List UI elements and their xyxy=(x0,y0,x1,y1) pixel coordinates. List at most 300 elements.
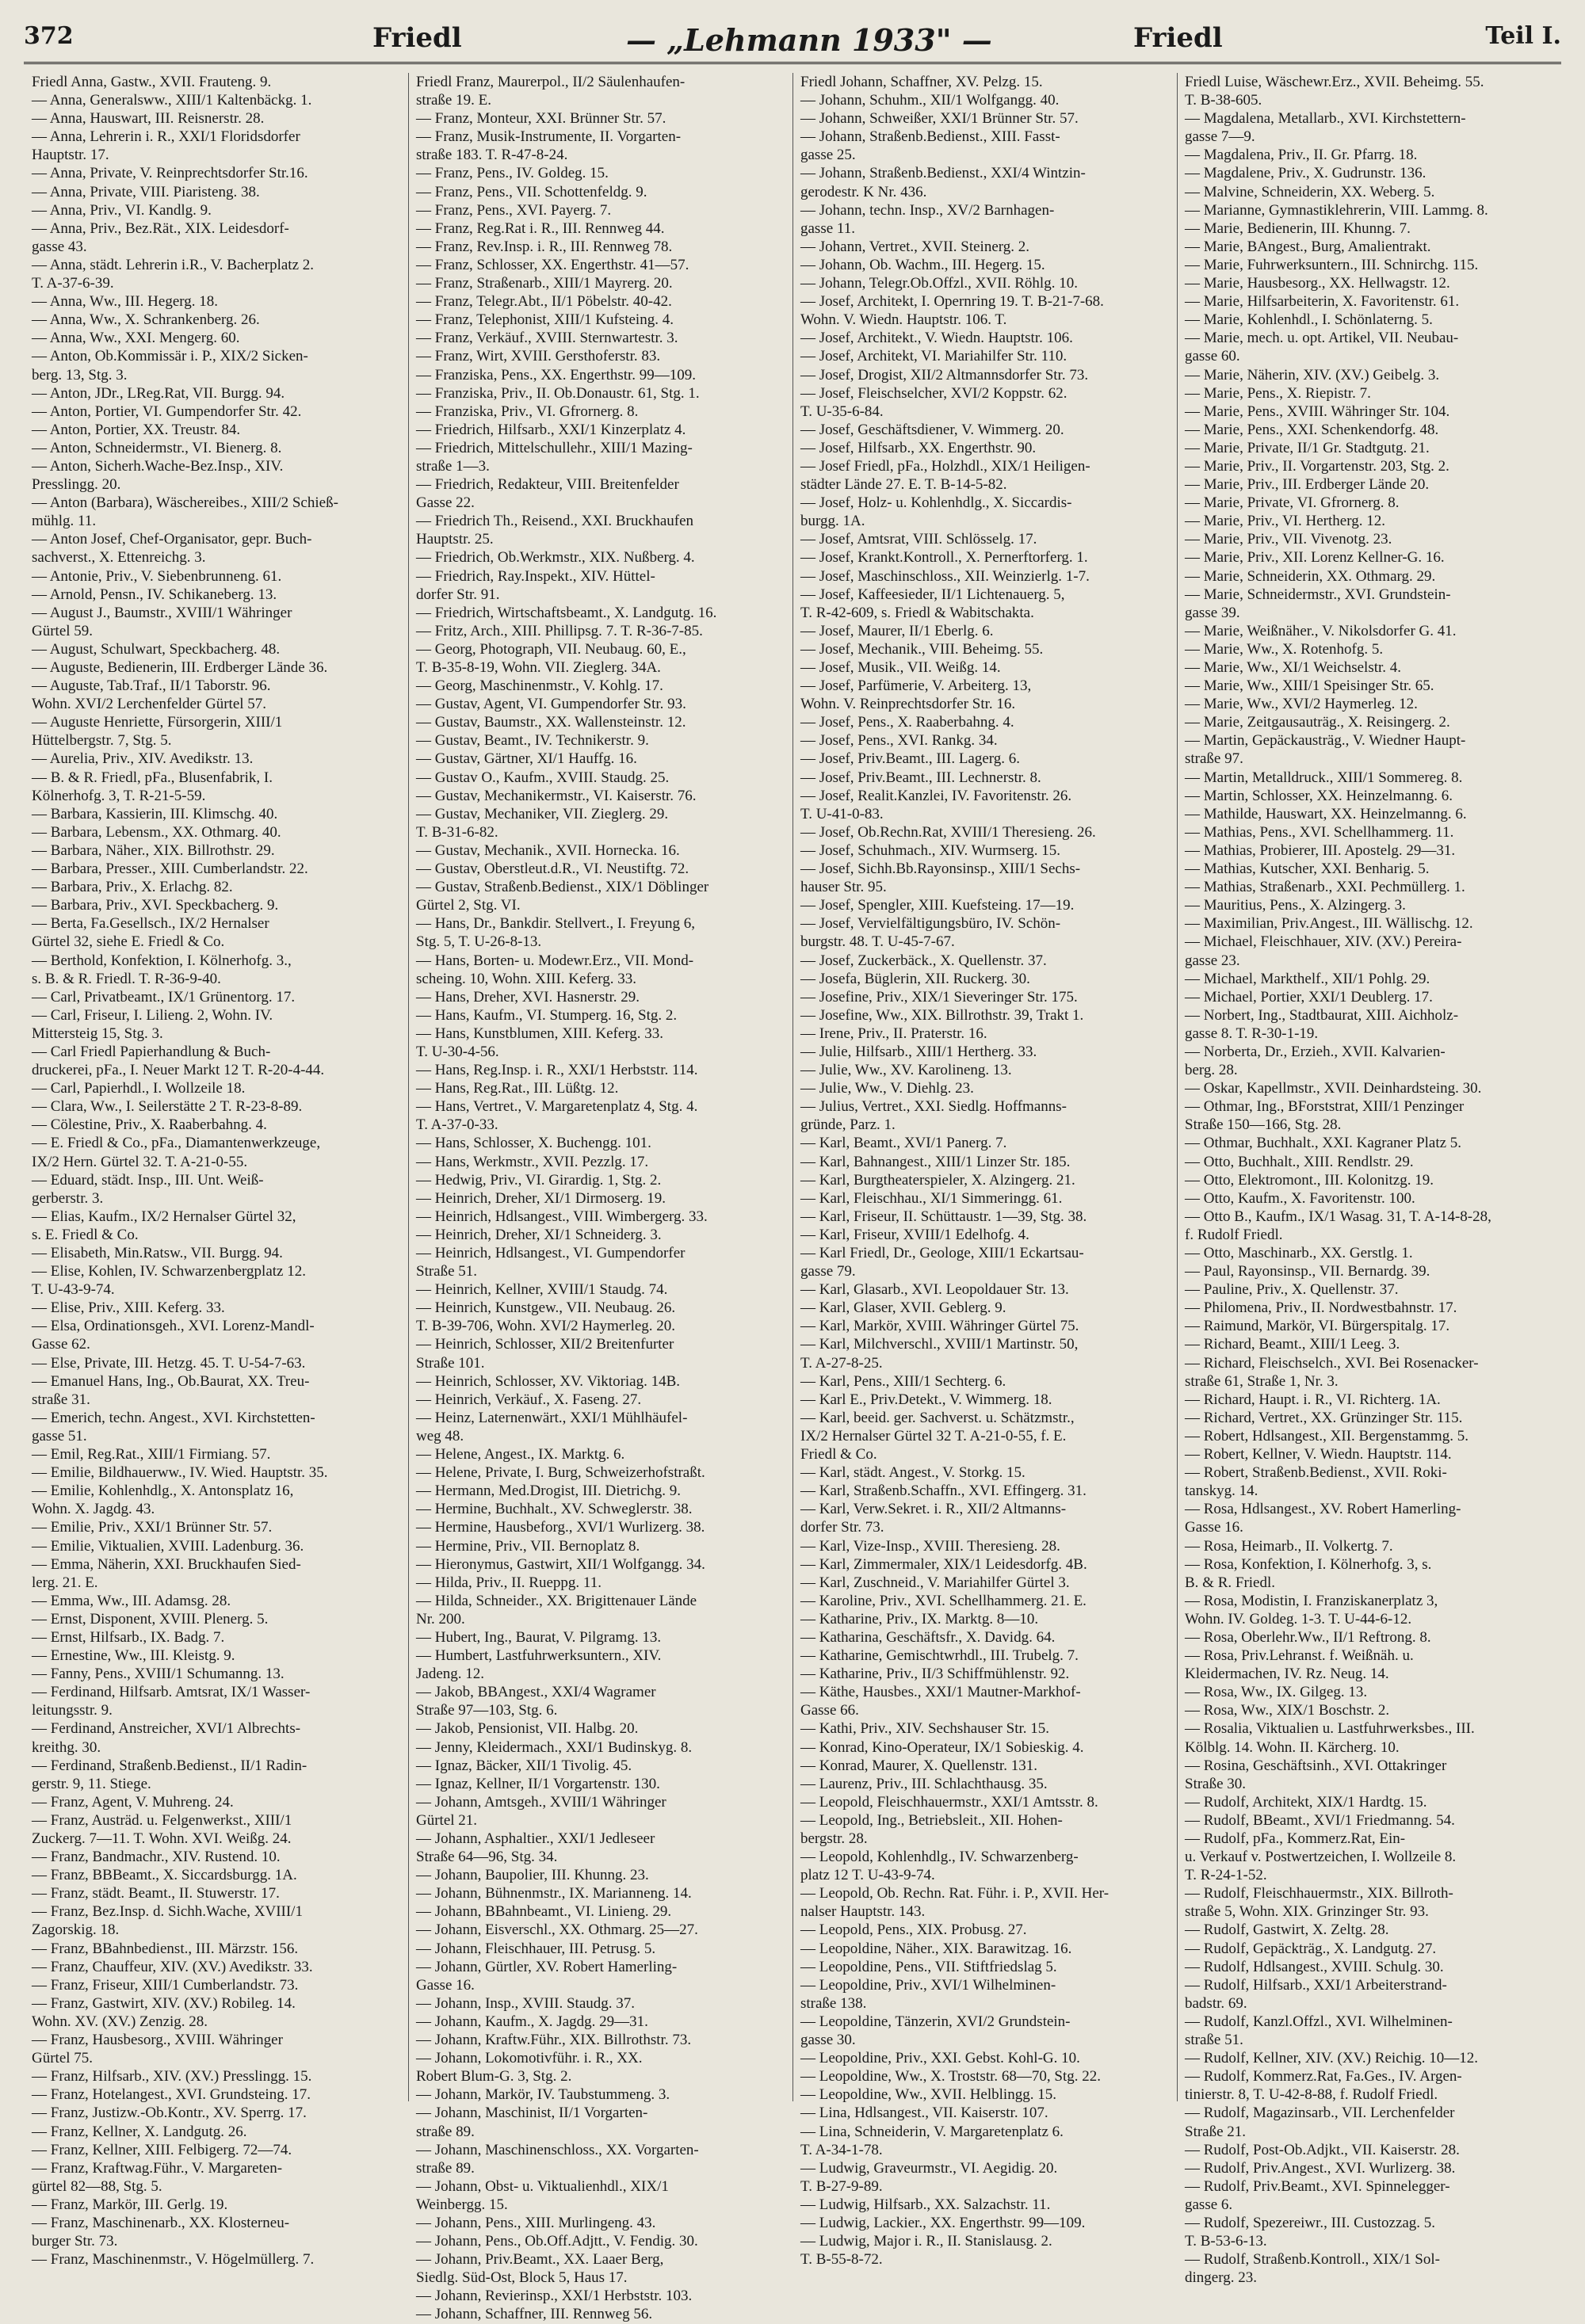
directory-entry: — Johann, Revierinsp., XXI/1 Herbststr. 103. xyxy=(416,2288,693,2305)
directory-entry: — Marie, Pens., XXI. Schenkendorfg. 48. xyxy=(1185,421,1439,438)
directory-entry: — Rudolf, Architekt, XIX/1 Hardtg. 15. xyxy=(1185,1793,1427,1811)
directory-entry: — Karl, Beamt., XVI/1 Panerg. 7. xyxy=(800,1135,1007,1152)
directory-entry: — Othmar, Buchhalt., XXI. Kagraner Platz 5. xyxy=(1185,1135,1462,1152)
directory-entry: — Emilie, Viktualien, XVIII. Ladenburg. 36. xyxy=(32,1537,304,1555)
directory-entry: — Johann, BBahnbeamt., VI. Linieng. 29. xyxy=(416,1903,672,1921)
directory-entry: — Johann, Eisverschl., XX. Othmarg. 25—27. xyxy=(416,1921,698,1939)
directory-entry: — Johann, Amtsgeh., XVIII/1 Währinger xyxy=(416,1793,666,1811)
directory-entry: — Barbara, Presser., XIII. Cumberlandstr. 22. xyxy=(32,861,308,878)
directory-entry: — Franz, Kellner, X. Landgutg. 26. xyxy=(32,2123,247,2140)
directory-entry: — Heinrich, Kunstgew., VII. Neubaug. 26. xyxy=(416,1299,676,1317)
directory-entry: — Johann, techn. Insp., XV/2 Barnhagen- xyxy=(800,201,1055,219)
directory-entry: — Anton Josef, Chef-Organisator, gepr. Buch- xyxy=(32,531,312,548)
directory-entry: — Anna, Private, V. Reinprechtsdorfer Str.16. xyxy=(32,165,308,182)
directory-entry: — Johann, Lokomotivführ. i. R., XX. xyxy=(416,2050,643,2067)
directory-entry: — Gustav, Baumstr., XX. Wallensteinstr. 12. xyxy=(416,714,686,731)
directory-entry: straße 138. xyxy=(800,1994,867,2012)
directory-entry: — Martin, Gepäckausträg., V. Wiedner Haupt- xyxy=(1185,732,1466,750)
directory-entry: — Magdalena, Priv., II. Gr. Pfarrg. 18. xyxy=(1185,147,1418,164)
directory-entry: — Elsa, Ordinationsgeh., XVI. Lorenz-Mandl- xyxy=(32,1318,315,1335)
directory-entry: — Johann, Obst- u. Viktualienhdl., XIX/1 xyxy=(416,2177,669,2195)
directory-entry: — Marie, BAngest., Burg, Amalientrakt. xyxy=(1185,238,1431,255)
directory-entry: — Marie, Priv., VII. Vivenotg. 23. xyxy=(1185,531,1392,548)
directory-entry: — Josefine, Priv., XIX/1 Sieveringer Str. 175. xyxy=(800,988,1078,1006)
directory-entry: — Johann, Schuhm., XII/1 Wolfgangg. 40. xyxy=(800,92,1060,109)
directory-entry: — Marie, Ww., XI/1 Weichselstr. 4. xyxy=(1185,659,1402,676)
directory-entry: — Rosa, Konfektion, I. Kölnerhofg. 3, s. xyxy=(1185,1555,1432,1573)
column-divider xyxy=(1177,73,1178,2101)
directory-entry: — Karl, Glaser, XVII. Geblerg. 9. xyxy=(800,1299,1006,1317)
directory-entry: — Hans, Vertret., V. Margaretenplatz 4, Stg. 4. xyxy=(416,1098,698,1116)
directory-entry: — Heinrich, Schlosser, XII/2 Breitenfurter xyxy=(416,1336,674,1353)
directory-column-2 xyxy=(416,73,787,2323)
directory-entry: dorfer Str. 91. xyxy=(416,586,500,603)
directory-entry: u. Verkauf v. Postwertzeichen, I. Wollzeile 8. xyxy=(1185,1849,1457,1866)
directory-entry: — Robert, Hdlsangest., XII. Bergenstammg. 5. xyxy=(1185,1427,1469,1444)
directory-entry: — Franz, Telephonist, XIII/1 Kufsteing. 4. xyxy=(416,311,674,329)
directory-entry: — Josef, Maschinschloss., XII. Weinzierlg. 1-7. xyxy=(800,567,1090,585)
directory-entry: — Else, Private, III. Hetzg. 45. T. U-54-7-63. xyxy=(32,1354,306,1372)
directory-entry: — Marianne, Gymnastiklehrerin, VIII. Lammg. 8. xyxy=(1185,201,1488,219)
directory-entry: — Ignaz, Kellner, II/1 Vorgartenstr. 130. xyxy=(416,1775,660,1792)
directory-entry: — Arnold, Pensn., IV. Schikaneberg. 13. xyxy=(32,586,277,603)
directory-entry: burger Str. 73. xyxy=(32,2233,118,2250)
directory-entry: T. U-35-6-84. xyxy=(800,403,884,420)
directory-entry: — Kathi, Priv., XIV. Sechshauser Str. 15. xyxy=(800,1720,1050,1738)
directory-entry: dorfer Str. 73. xyxy=(800,1519,884,1536)
column-divider xyxy=(408,73,409,2101)
directory-entry: — Leopoldine, Priv., XXI. Gebst. Kohl-G. 10. xyxy=(800,2050,1080,2067)
directory-entry: straße 89. xyxy=(416,2123,475,2140)
directory-entry: — Johann, Maschinenschloss., XX. Vorgarten- xyxy=(416,2141,699,2158)
directory-entry: — Franz, Kellner, XIII. Felbigerg. 72—74. xyxy=(32,2141,292,2158)
directory-entry: — Gustav, Beamt., IV. Technikerstr. 9. xyxy=(416,732,649,750)
directory-entry: — Franz, BBBeamt., X. Siccardsburgg. 1A. xyxy=(32,1867,297,1884)
directory-entry: — Rudolf, Straßenb.Kontroll., XIX/1 Sol- xyxy=(1185,2251,1440,2269)
directory-entry: — Elias, Kaufm., IX/2 Hernalser Gürtel 32, xyxy=(32,1208,296,1225)
directory-entry: — Anna, Ww., XXI. Mengerg. 60. xyxy=(32,330,240,347)
directory-entry: Gürtel 21. xyxy=(416,1811,478,1829)
directory-entry: Straße 64—96, Stg. 34. xyxy=(416,1849,558,1866)
directory-entry: berg. 28. xyxy=(1185,1062,1238,1079)
directory-entry: Nr. 200. xyxy=(416,1610,465,1628)
directory-entry: berg. 13, Stg. 3. xyxy=(32,366,128,384)
directory-entry: hauser Str. 95. xyxy=(800,879,887,896)
directory-entry: — Rosa, Priv.Lehranst. f. Weißnäh. u. xyxy=(1185,1647,1414,1665)
directory-entry: — Helene, Private, I. Burg, Schweizerhofstraßt. xyxy=(416,1464,705,1482)
directory-entry: Kölnerhofg. 3, T. R-21-5-59. xyxy=(32,787,206,804)
directory-entry: gürtel 82—88, Stg. 5. xyxy=(32,2177,162,2195)
directory-entry: — Leopoldine, Tänzerin, XVI/2 Grundstein- xyxy=(800,2013,1071,2030)
directory-entry: — Anton, Portier, XX. Treustr. 84. xyxy=(32,421,241,438)
directory-entry: — Karl, Markör, XVIII. Währinger Gürtel 75. xyxy=(800,1318,1079,1335)
directory-entry: — Franz, Straßenarb., XIII/1 Mayrerg. 20. xyxy=(416,275,673,292)
directory-entry: — Gustav, Oberstleut.d.R., VI. Neustiftg. 72. xyxy=(416,861,689,878)
directory-entry: — Johann, Kaufm., X. Jagdg. 29—31. xyxy=(416,2013,648,2030)
directory-entry: Straße 150—166, Stg. 28. xyxy=(1185,1116,1342,1134)
directory-entry: — Richard, Vertret., XX. Grünzinger Str. 115. xyxy=(1185,1409,1463,1426)
directory-entry: — Ludwig, Lackier., XX. Engerthstr. 99—109. xyxy=(800,2214,1086,2231)
directory-entry: — Emma, Näherin, XXI. Bruckhaufen Sied- xyxy=(32,1555,301,1573)
running-head-left: Friedl xyxy=(372,22,462,54)
directory-entry: — Marie, Priv., II. Vorgartenstr. 203, Stg. 2. xyxy=(1185,457,1449,475)
directory-entry: — Franz, Friseur, XIII/1 Cumberlandstr. 73. xyxy=(32,1976,299,1994)
directory-entry: — Johann, Insp., XVIII. Staudg. 37. xyxy=(416,1994,636,2012)
directory-entry: — Rosa, Ww., XIX/1 Boschstr. 2. xyxy=(1185,1702,1390,1719)
directory-entry: — Hans, Borten- u. Modewr.Erz., VII. Mond- xyxy=(416,952,694,969)
directory-entry: — Rudolf, Hdlsangest., XVIII. Schulg. 30. xyxy=(1185,1958,1444,1975)
directory-entry: — Katharina, Geschäftsfr., X. Davidg. 64. xyxy=(800,1628,1056,1646)
directory-entry: — Marie, Hausbesorg., XX. Hellwagstr. 12. xyxy=(1185,275,1450,292)
directory-entry: Wohn. V. Wiedn. Hauptstr. 106. T. xyxy=(800,311,1007,329)
directory-entry: — Käthe, Hausbes., XXI/1 Mautner-Markhof- xyxy=(800,1684,1081,1701)
directory-entry: — Gustav, Mechanikermstr., VI. Kaiserstr. 76. xyxy=(416,787,697,804)
directory-entry: — Humbert, Lastfuhrwerksuntern., XIV. xyxy=(416,1647,662,1665)
directory-entry: platz 12 T. U-43-9-74. xyxy=(800,1867,935,1884)
directory-entry: Gasse 62. xyxy=(32,1336,90,1353)
directory-entry: — Hedwig, Priv., VI. Girardig. 1, Stg. 2. xyxy=(416,1171,662,1189)
directory-entry: — Clara, Ww., I. Seilerstätte 2 T. R-23-8-89. xyxy=(32,1098,303,1116)
directory-entry: Kölblg. 14. Wohn. II. Kärcherg. 10. xyxy=(1185,1738,1400,1756)
directory-entry: — Josef, Priv.Beamt., III. Lagerg. 6. xyxy=(800,750,1021,768)
directory-entry: — Ernst, Hilfsarb., IX. Badg. 7. xyxy=(32,1628,225,1646)
directory-entry: — Cölestine, Priv., X. Raaberbahng. 4. xyxy=(32,1116,267,1134)
directory-entry: — Emanuel Hans, Ing., Ob.Baurat, XX. Treu- xyxy=(32,1372,310,1390)
directory-entry: — Lina, Hdlsangest., VII. Kaiserstr. 107. xyxy=(800,2105,1048,2122)
directory-entry: — Josefa, Büglerin, XII. Ruckerg. 30. xyxy=(800,970,1030,987)
directory-entry: — Martin, Schlosser, XX. Heinzelmanng. 6. xyxy=(1185,787,1453,804)
directory-entry: — Josef, Zuckerbäck., X. Quellenstr. 37. xyxy=(800,952,1047,969)
directory-entry: — Heinrich, Dreher, XI/1 Schneiderg. 3. xyxy=(416,1226,662,1243)
directory-entry: T. A-34-1-78. xyxy=(800,2141,883,2158)
directory-entry: — Rosina, Geschäftsinh., XVI. Ottakringer xyxy=(1185,1757,1447,1774)
directory-entry: — Franz, Hausbesorg., XVIII. Währinger xyxy=(32,2032,283,2049)
directory-entry: — Leopoldine, Näher., XIX. Barawitzag. 16. xyxy=(800,1940,1072,1957)
directory-entry: — Marie, Priv., XII. Lorenz Kellner-G. 16. xyxy=(1185,549,1445,567)
directory-entry: — Mathias, Pens., XVI. Schellhammerg. 11. xyxy=(1185,823,1454,841)
directory-entry: — Marie, Näherin, XIV. (XV.) Geibelg. 3. xyxy=(1185,366,1440,384)
directory-entry: — Johann, Maschinist, II/1 Vorgarten- xyxy=(416,2105,648,2122)
directory-entry: gerstr. 9, 11. Stiege. xyxy=(32,1775,151,1792)
directory-entry: — Otto, Maschinarb., XX. Gerstlg. 1. xyxy=(1185,1245,1413,1261)
directory-entry: — Hermine, Buchhalt., XV. Schweglerstr. 38. xyxy=(416,1501,693,1518)
directory-entry: — Leopold, Ob. Rechn. Rat. Führ. i. P., XVII. Her- xyxy=(800,1885,1110,1902)
directory-entry: — Anna, städt. Lehrerin i.R., V. Bacherplatz 2. xyxy=(32,256,314,273)
directory-entry: Stg. 5, T. U-26-8-13. xyxy=(416,933,542,951)
directory-entry: — Rudolf, Priv.Angest., XVI. Wurlizerg. 38. xyxy=(1185,2159,1456,2177)
directory-entry: — Anton (Barbara), Wäschereibes., XIII/2 Schieß- xyxy=(32,494,338,512)
directory-entry: T. B-39-706, Wohn. XVI/2 Haymerleg. 20. xyxy=(416,1318,676,1335)
directory-entry: — Friedrich, Hilfsarb., XXI/1 Kinzerplatz 4. xyxy=(416,421,686,438)
directory-entry: gasse 8. T. R-30-1-19. xyxy=(1185,1025,1319,1042)
directory-entry: — Franz, Agent, V. Muhreng. 24. xyxy=(32,1793,234,1811)
directory-entry: dingerg. 23. xyxy=(1185,2269,1257,2287)
directory-entry: — Rudolf, Kellner, XIV. (XV.) Reichig. 10—12. xyxy=(1185,2050,1479,2067)
directory-entry: — Franz, Gastwirt, XIV. (XV.) Robileg. 14. xyxy=(32,1994,296,2012)
directory-entry: — Franz, Hotelangest., XVI. Grundsteing. 17. xyxy=(32,2086,311,2104)
directory-entry: — Leopoldine, Pens., VII. Stiftfriedslag 5. xyxy=(800,1958,1057,1975)
directory-entry: — Josef, Amtsrat, VIII. Schlösselg. 17. xyxy=(800,531,1037,548)
directory-entry: gerberstr. 3. xyxy=(32,1189,104,1207)
directory-column-3 xyxy=(800,73,1171,2269)
directory-entry: — Karl, Fleischhau., XI/1 Simmeringg. 61. xyxy=(800,1189,1063,1207)
directory-entry: — Heinrich, Kellner, XVIII/1 Staudg. 74. xyxy=(416,1281,668,1299)
directory-entry: — Franz, Bez.Insp. d. Sichh.Wache, XVIII/1 xyxy=(32,1903,303,1921)
directory-entry: — Ludwig, Major i. R., II. Stanislausg. 2. xyxy=(800,2233,1052,2250)
directory-entry: T. B-35-8-19, Wohn. VII. Zieglerg. 34A. xyxy=(416,659,661,676)
directory-entry: Zagorskig. 18. xyxy=(32,1921,120,1939)
directory-entry: — Josef Friedl, pFa., Holzhdl., XIX/1 Heiligen- xyxy=(800,457,1090,475)
directory-entry: Zuckerg. 7—11. T. Wohn. XVI. Weißg. 24. xyxy=(32,1830,292,1847)
directory-column-1 xyxy=(32,73,403,2269)
directory-entry: — Hermann, Med.Drogist, III. Dietrichg. 9. xyxy=(416,1483,682,1500)
directory-column-4 xyxy=(1185,73,1556,2287)
directory-entry: — Rudolf, Fleischhauermstr., XIX. Billroth- xyxy=(1185,1885,1453,1902)
directory-entry: — Karl, Burgtheaterspieler, X. Alzingerg. 21. xyxy=(800,1171,1075,1189)
directory-entry: — Heinrich, Verkäuf., X. Faseng. 27. xyxy=(416,1391,642,1408)
directory-entry: — Michael, Markthelf., XII/1 Pohlg. 29. xyxy=(1185,970,1430,987)
directory-entry: — Hubert, Ing., Baurat, V. Pilgramg. 13. xyxy=(416,1628,662,1646)
directory-entry: Straße 30. xyxy=(1185,1775,1247,1792)
directory-entry: T. U-43-9-74. xyxy=(32,1281,115,1299)
directory-entry: — Josef, Architekt, VI. Mariahilfer Str. 110. xyxy=(800,348,1067,365)
directory-entry: — Emilie, Bildhauerww., IV. Wied. Hauptstr. 35. xyxy=(32,1464,328,1482)
directory-entry: T. U-41-0-83. xyxy=(800,805,884,822)
directory-entry: — Richard, Fleischselch., XVI. Bei Rosenacker- xyxy=(1185,1354,1479,1372)
directory-entry: — Franz, Bandmachr., XIV. Rustend. 10. xyxy=(32,1849,281,1866)
directory-entry: gasse 30. xyxy=(800,2032,856,2049)
directory-entry: — Malvine, Schneiderin, XX. Weberg. 5. xyxy=(1185,183,1435,200)
directory-entry: — Julie, Ww., XV. Karolineng. 13. xyxy=(800,1062,1012,1079)
directory-entry: — Rudolf, Post-Ob.Adjkt., VII. Kaiserstr. 28. xyxy=(1185,2141,1460,2158)
directory-entry: — Marie, Ww., XVI/2 Haymerleg. 12. xyxy=(1185,696,1418,713)
directory-entry: — Karl, Friseur, II. Schüttaustr. 1—39, Stg. 38. xyxy=(800,1208,1087,1225)
directory-entry: — Rudolf, Spezereiwr., III. Custozzag. 5. xyxy=(1185,2214,1436,2231)
directory-entry: — Heinrich, Dreher, XI/1 Dirmoserg. 19. xyxy=(416,1189,666,1207)
directory-entry: straße 61, Straße 1, Nr. 3. xyxy=(1185,1372,1339,1390)
directory-entry: — Josef, Ob.Rechn.Rat, XVIII/1 Theresieng. 26. xyxy=(800,823,1096,841)
directory-entry: — Rudolf, Gastwirt, X. Zeltg. 28. xyxy=(1185,1921,1389,1939)
directory-entry: — Marie, Hilfsarbeiterin, X. Favoritenstr. 61. xyxy=(1185,293,1460,311)
directory-entry: — Ferdinand, Straßenb.Bedienst., II/1 Radin- xyxy=(32,1757,307,1774)
directory-entry: weg 48. xyxy=(416,1427,464,1444)
directory-entry: — Marie, Bedienerin, III. Khunng. 7. xyxy=(1185,219,1411,237)
directory-entry: — Jenny, Kleidermach., XXI/1 Budinskyg. 8. xyxy=(416,1738,693,1756)
directory-entry: städter Lände 27. E. T. B-14-5-82. xyxy=(800,476,1007,494)
directory-entry: — Johann, Telegr.Ob.Offzl., XVII. Röhlg. 10. xyxy=(800,275,1078,292)
directory-entry: — Auguste, Bedienerin, III. Erdberger Lände 36. xyxy=(32,659,328,676)
directory-entry: — Rudolf, Magazinsarb., VII. Lerchenfelder xyxy=(1185,2105,1455,2122)
directory-entry: — Josef, Architekt., V. Wiedn. Hauptstr. 106. xyxy=(800,330,1073,347)
directory-entry: — Emilie, Kohlenhdlg., X. Antonsplatz 16, xyxy=(32,1483,294,1500)
directory-entry: — Anna, Lehrerin i. R., XXI/1 Floridsdorfer xyxy=(32,128,300,146)
directory-entry: — Magdalene, Priv., X. Gudrunstr. 136. xyxy=(1185,165,1426,182)
directory-entry: — Anna, Generalsww., XIII/1 Kaltenbäckg. 1. xyxy=(32,92,312,109)
directory-entry: — Raimund, Markör, VI. Bürgerspitalg. 17. xyxy=(1185,1318,1450,1335)
directory-entry: — Katharine, Priv., IX. Marktg. 8—10. xyxy=(800,1610,1039,1628)
directory-entry: — Rosa, Hdlsangest., XV. Robert Hamerling- xyxy=(1185,1501,1461,1518)
directory-entry: — Barbara, Lebensm., XX. Othmarg. 40. xyxy=(32,823,281,841)
directory-entry: — Ferdinand, Anstreicher, XVI/1 Albrechts- xyxy=(32,1720,301,1738)
directory-entry: — Johann, Kraftw.Führ., XIX. Billrothstr. 73. xyxy=(416,2032,692,2049)
directory-entry: — Johann, Schweißer, XXI/1 Brünner Str. 57. xyxy=(800,110,1079,128)
directory-entry: — Maximilian, Priv.Angest., III. Wällischg. 12. xyxy=(1185,915,1473,933)
directory-entry: — Karl E., Priv.Detekt., V. Wimmerg. 18. xyxy=(800,1391,1052,1408)
page-number: 372 xyxy=(24,22,74,50)
directory-entry: — Gustav, Gärtner, XI/1 Hauffg. 16. xyxy=(416,750,637,768)
directory-entry: — E. Friedl & Co., pFa., Diamantenwerkzeuge, xyxy=(32,1135,321,1152)
directory-entry: — Josef, Krankt.Kontroll., X. Pernerftorferg. 1. xyxy=(800,549,1088,567)
directory-entry: — Barbara, Priv., X. Erlachg. 82. xyxy=(32,879,233,896)
directory-entry: — Johann, Vertret., XVII. Steinerg. 2. xyxy=(800,238,1029,255)
directory-entry: — Franz, Schlosser, XX. Engerthstr. 41—57. xyxy=(416,256,689,273)
directory-entry: — Magdalena, Metallarb., XVI. Kirchstettern- xyxy=(1185,110,1466,128)
directory-entry: B. & R. Friedl. xyxy=(1185,1574,1276,1591)
directory-entry: — Helene, Angest., IX. Marktg. 6. xyxy=(416,1446,625,1463)
directory-entry: — Julius, Vertret., XXI. Siedlg. Hoffmanns- xyxy=(800,1098,1067,1116)
directory-entry: — Johann, Schaffner, III. Rennweg 56. xyxy=(416,2306,653,2323)
directory-entry: — Carl, Privatbeamt., IX/1 Grünentorg. 17. xyxy=(32,988,296,1006)
directory-entry: — Josef, Realit.Kanzlei, IV. Favoritenstr. 26. xyxy=(800,787,1072,804)
directory-entry: — Georg, Maschinenmstr., V. Kohlg. 17. xyxy=(416,677,663,695)
directory-entry: T. R-42-609, s. Friedl & Wabitschakta. xyxy=(800,604,1034,621)
directory-entry: — Mathilde, Hauswart, XX. Heinzelmanng. 6. xyxy=(1185,805,1467,822)
directory-entry: Wohn. V. Reinprechtsdorfer Str. 16. xyxy=(800,696,1016,713)
directory-entry: Friedl Anna, Gastw., XVII. Frauteng. 9. xyxy=(32,74,272,90)
directory-entry: Hauptstr. 25. xyxy=(416,531,494,548)
directory-entry: Straße 101. xyxy=(416,1354,485,1372)
directory-entry: — Anton, Schneidermstr., VI. Bienerg. 8. xyxy=(32,439,282,456)
directory-entry: Robert Blum-G. 3, Stg. 2. xyxy=(416,2068,572,2085)
directory-entry: gasse 6. xyxy=(1185,2196,1233,2213)
directory-entry: — Leopold, Pens., XIX. Probusg. 27. xyxy=(800,1921,1027,1939)
directory-entry: — Karl, städt. Angest., V. Storkg. 15. xyxy=(800,1464,1025,1482)
directory-entry: — Norbert, Ing., Stadtbaurat, XIII. Aichholz- xyxy=(1185,1006,1459,1024)
directory-entry: — Mathias, Kutscher, XXI. Benharig. 5. xyxy=(1185,861,1430,878)
directory-entry: — Hans, Dreher, XVI. Hasnerstr. 29. xyxy=(416,988,640,1006)
directory-entry: sachverst., X. Ettenreichg. 3. xyxy=(32,549,206,567)
directory-entry: Friedl & Co. xyxy=(800,1446,877,1463)
directory-entry: — Anna, Priv., VI. Kandlg. 9. xyxy=(32,201,212,219)
directory-entry: — Auguste, Tab.Traf., II/1 Taborstr. 96. xyxy=(32,677,271,695)
directory-entry: — Emilie, Priv., XXI/1 Brünner Str. 57. xyxy=(32,1519,273,1536)
directory-entry: — Johann, Priv.Beamt., XX. Laaer Berg, xyxy=(416,2251,664,2269)
directory-entry: — Leopold, Kohlenhdlg., IV. Schwarzenberg- xyxy=(800,1849,1079,1866)
directory-entry: — Hermine, Hausbeforg., XVI/1 Wurlizerg. 38. xyxy=(416,1519,705,1536)
directory-entry: — Anna, Priv., Bez.Rät., XIX. Leidesdorf- xyxy=(32,219,289,237)
directory-entry: straße 5, Wohn. XIX. Grinzinger Str. 93. xyxy=(1185,1903,1429,1921)
directory-entry: Friedl Luise, Wäschewr.Erz., XVII. Beheimg. 55. xyxy=(1185,74,1484,90)
directory-entry: — Robert, Kellner, V. Wiedn. Hauptstr. 114. xyxy=(1185,1446,1452,1463)
directory-entry: straße 31. xyxy=(32,1391,90,1408)
directory-entry: — Otto, Kaufm., X. Favoritenstr. 100. xyxy=(1185,1189,1415,1207)
directory-entry: — Rosa, Heimarb., II. Volkertg. 7. xyxy=(1185,1537,1393,1555)
directory-entry: — Josef, Kaffeesieder, II/1 Lichtenauerg. 5, xyxy=(800,586,1065,603)
directory-entry: straße 97. xyxy=(1185,750,1243,768)
directory-entry: IX/2 Hernalser Gürtel 32 T. A-21-0-55, f. E. xyxy=(800,1427,1067,1444)
directory-entry: — Karl, Zimmermaler, XIX/1 Leidesdorfg. 4B. xyxy=(800,1555,1087,1573)
directory-entry: gasse 11. xyxy=(800,219,855,237)
directory-entry: — Johann, Baupolier, III. Khunng. 23. xyxy=(416,1867,649,1884)
directory-entry: — Ignaz, Bäcker, XII/1 Tivolig. 45. xyxy=(416,1757,632,1774)
directory-entry: Gasse 66. xyxy=(800,1702,859,1719)
directory-entry: gasse 39. xyxy=(1185,604,1240,621)
directory-entry: — Karl, Glasarb., XVI. Leopoldauer Str. 13. xyxy=(800,1281,1069,1299)
directory-entry: T. R-24-1-52. xyxy=(1185,1867,1267,1884)
directory-entry: bergstr. 28. xyxy=(800,1830,868,1847)
directory-entry: — Otto, Buchhalt., XIII. Rendlstr. 29. xyxy=(1185,1153,1414,1170)
directory-entry: — Franz, Chauffeur, XIV. (XV.) Avedikstr. 33. xyxy=(32,1958,313,1975)
directory-entry: — Gustav, Mechaniker, VII. Zieglerg. 29. xyxy=(416,805,669,822)
directory-entry: — Josef, Spengler, XIII. Kuefsteing. 17—19. xyxy=(800,897,1075,914)
directory-entry: — Heinrich, Hdlsangest., VI. Gumpendorfer xyxy=(416,1245,686,1261)
directory-entry: — B. & R. Friedl, pFa., Blusenfabrik, I. xyxy=(32,769,273,786)
directory-entry: — Ernst, Disponent, XVIII. Plenerg. 5. xyxy=(32,1610,269,1628)
directory-entry: — Richard, Beamt., XIII/1 Leeg. 3. xyxy=(1185,1336,1400,1353)
directory-entry: — Josef, Sichh.Bb.Rayonsinsp., XIII/1 Sechs- xyxy=(800,861,1081,878)
directory-entry: — Laurenz, Priv., III. Schlachthausg. 35. xyxy=(800,1775,1048,1792)
directory-entry: Weinbergg. 15. xyxy=(416,2196,508,2213)
directory-entry: — Franz, Austräd. u. Felgenwerkst., XIII/1 xyxy=(32,1811,292,1829)
column-divider xyxy=(792,73,793,2101)
directory-entry: Straße 21. xyxy=(1185,2123,1247,2140)
directory-entry: s. B. & R. Friedl. T. R-36-9-40. xyxy=(32,970,221,987)
directory-entry: — Josef, Holz- u. Kohlenhdlg., X. Siccardis- xyxy=(800,494,1072,512)
directory-entry: — Josef, Hilfsarb., XX. Engerthstr. 90. xyxy=(800,439,1037,456)
directory-entry: — Josef, Architekt, I. Opernring 19. T. B-21-7-68. xyxy=(800,293,1104,311)
directory-entry: s. E. Friedl & Co. xyxy=(32,1226,139,1243)
directory-entry: — Fritz, Arch., XIII. Phillipsg. 7. T. R-36-7-85. xyxy=(416,622,703,639)
directory-entry: druckerei, pFa., I. Neuer Markt 12 T. R-20-4-44. xyxy=(32,1062,325,1079)
directory-entry: Kleidermachen, IV. Rz. Neug. 14. xyxy=(1185,1666,1389,1683)
directory-entry: — Carl Friedl Papierhandlung & Buch- xyxy=(32,1043,271,1060)
directory-entry: Gürtel 32, siehe E. Friedl & Co. xyxy=(32,933,225,951)
directory-entry: — Hermine, Priv., VII. Bernoplatz 8. xyxy=(416,1537,640,1555)
directory-entry: — Heinz, Laternenwärt., XXI/1 Mühlhäufel- xyxy=(416,1409,688,1426)
directory-entry: — Emerich, techn. Angest., XVI. Kirchstetten- xyxy=(32,1409,315,1426)
directory-entry: — Anna, Ww., X. Schrankenberg. 26. xyxy=(32,311,260,329)
directory-entry: burgstr. 48. T. U-45-7-67. xyxy=(800,933,955,951)
directory-entry: — Marie, Ww., XIII/1 Speisinger Str. 65. xyxy=(1185,677,1434,695)
directory-entry: — Johann, Straßenb.Bedienst., XXI/4 Wintzin- xyxy=(800,165,1086,182)
directory-entry: T. U-30-4-56. xyxy=(416,1043,499,1060)
directory-entry: gerodestr. K Nr. 436. xyxy=(800,183,927,200)
directory-entry: — Marie, Pens., X. Riepistr. 7. xyxy=(1185,384,1371,402)
directory-entry: — Johann, Fleischhauer, III. Petrusg. 5. xyxy=(416,1940,656,1957)
directory-entry: — Franz, Wirt, XVIII. Gersthoferstr. 83. xyxy=(416,348,661,365)
directory-entry: — Franziska, Pens., XX. Engerthstr. 99—109. xyxy=(416,366,697,384)
directory-entry: — Jakob, BBAngest., XXI/4 Wagramer xyxy=(416,1684,656,1701)
directory-entry: — Marie, Priv., VI. Hertherg. 12. xyxy=(1185,513,1385,530)
directory-entry: — Mathias, Straßenarb., XXI. Pechmüllerg. 1. xyxy=(1185,879,1465,896)
directory-entry: Friedl Franz, Maurerpol., II/2 Säulenhaufen- xyxy=(416,74,686,90)
directory-entry: — Friedrich, Ob.Werkmstr., XIX. Nußberg. 4. xyxy=(416,549,695,567)
directory-entry: — Hilda, Schneider., XX. Brigittenauer Lände xyxy=(416,1592,697,1609)
directory-entry: — Elisabeth, Min.Ratsw., VII. Burgg. 94. xyxy=(32,1245,283,1261)
directory-entry: — Marie, Schneidermstr., XVI. Grundstein- xyxy=(1185,586,1451,603)
directory-entry: — Franz, Verkäuf., XVIII. Sternwartestr. 3. xyxy=(416,330,678,347)
directory-entry: — Johann, Asphaltier., XXI/1 Jedleseer xyxy=(416,1830,655,1847)
directory-entry: — Josef, Geschäftsdiener, V. Wimmerg. 20. xyxy=(800,421,1064,438)
directory-entry: — Friedrich, Wirtschaftsbeamt., X. Landgutg. 16. xyxy=(416,604,717,621)
directory-entry: — Oskar, Kapellmstr., XVII. Deinhardsteing. 30. xyxy=(1185,1080,1482,1097)
directory-entry: nalser Hauptstr. 143. xyxy=(800,1903,926,1921)
directory-entry: — Johann, Markör, IV. Taubstummeng. 3. xyxy=(416,2086,670,2104)
directory-entry: — Marie, Fuhrwerksuntern., III. Schnirchg. 115. xyxy=(1185,256,1479,273)
directory-entry: — Johann, Ob. Wachm., III. Hegerg. 15. xyxy=(800,256,1045,273)
directory-entry: — Ludwig, Graveurmstr., VI. Aegidig. 20. xyxy=(800,2159,1058,2177)
directory-entry: — Marie, mech. u. opt. Artikel, VII. Neubau- xyxy=(1185,330,1459,347)
